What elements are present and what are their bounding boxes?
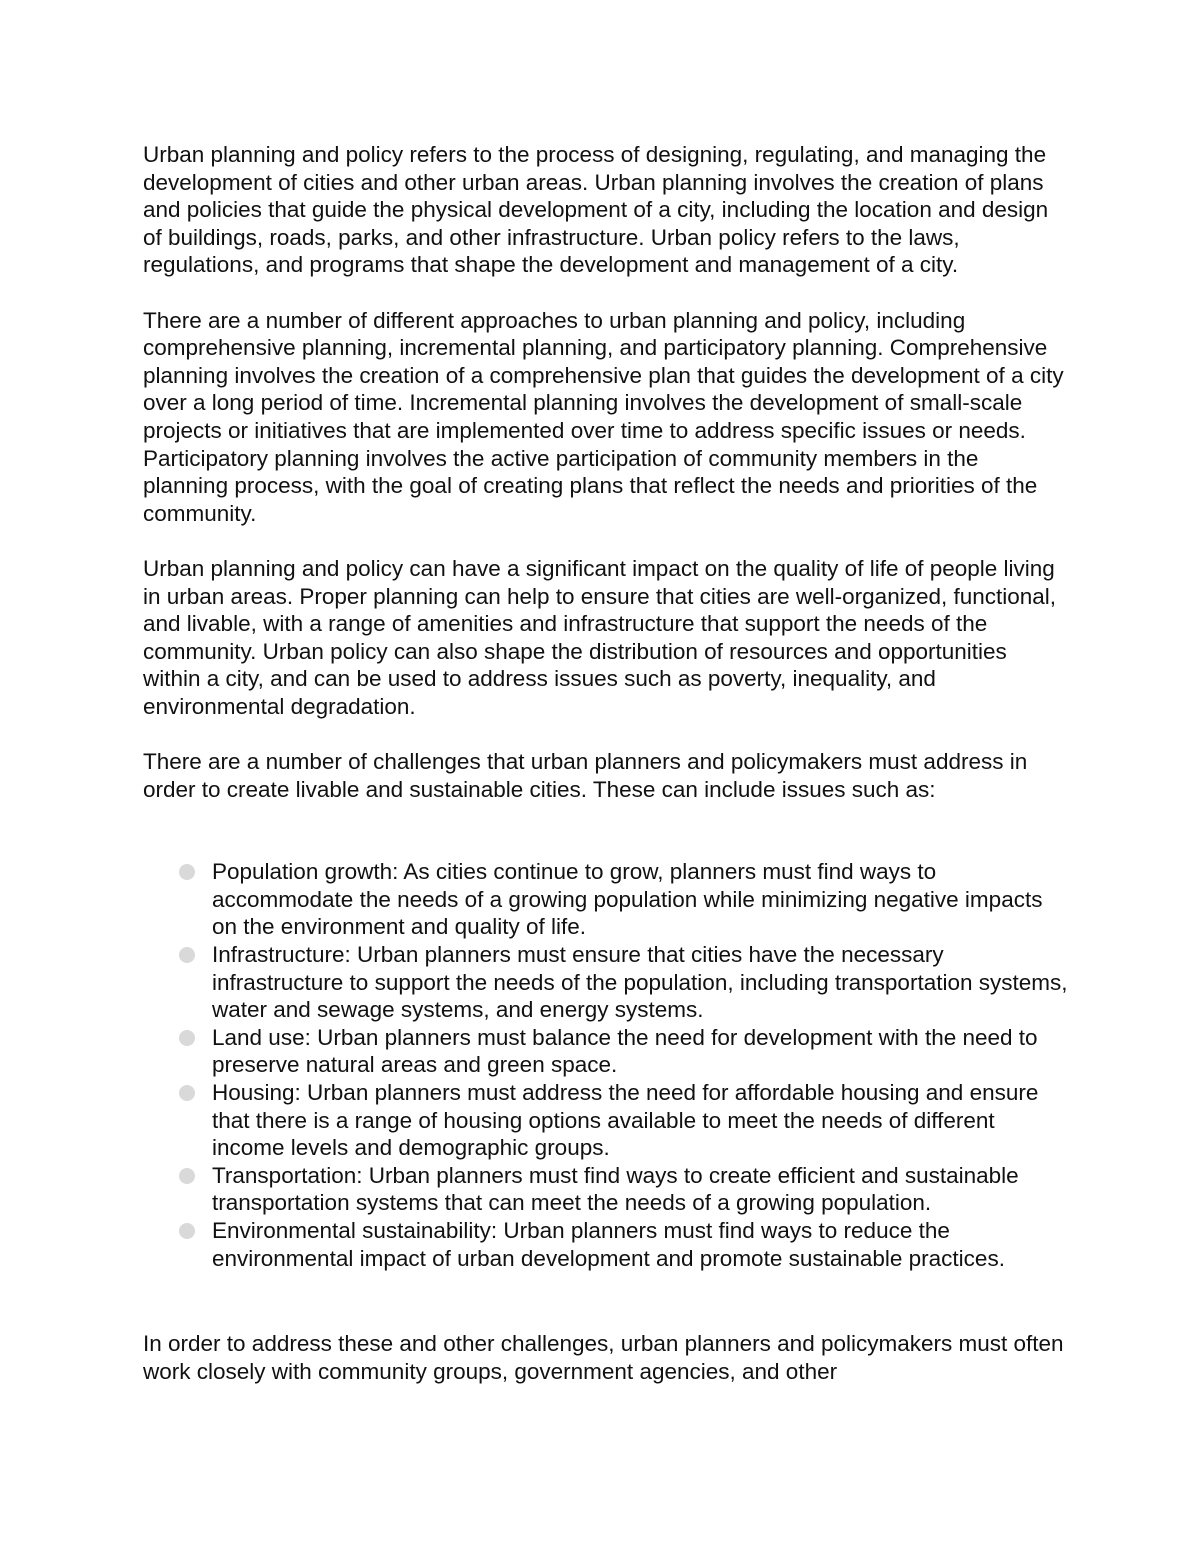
document-page	[143, 141, 1068, 1413]
list-item	[212, 858, 1068, 941]
paragraph-intro: Urban planning and policy refers to the process of designing, regulating, and managing the development of cities and other urban areas. Urban planning involves the creation of plans and policies that guide the physical development of a city, including the location and design of buildings, roads, parks, and other infrastructure. Urban policy refers to the laws, regulations, and programs that shape the development and management of a city.	[143, 142, 1049, 278]
paragraph-challenges: There are a number of challenges that urban planners and policymakers must address in order to create livable and sustainable cities. These can include issues such as:	[143, 749, 1028, 802]
bullet-dot-icon	[179, 1030, 195, 1046]
list-item-text: Environmental sustainability: Urban planners must find ways to reduce the environmental impact of urban development and promote sustainable practices.	[212, 1217, 1005, 1271]
paragraph-impact: Urban planning and policy can have a significant impact on the quality of life of people living in urban areas. Proper planning can help to ensure that cities are well-organized, functional, and livable, with a range of amenities and infrastructure that support the needs of the community. Urban policy can also shape the distribution of resources and opportunities within a city, and can be used to address issues such as poverty, inequality, and environmental degradation.	[143, 555, 1057, 719]
list-item	[212, 1162, 1068, 1217]
challenges-list	[143, 858, 1068, 1272]
bullet-dot-icon	[179, 1085, 195, 1101]
list-item-text: Population growth: As cities continue to grow, planners must find ways to accommodate the needs of a growing population while minimizing negative impacts on the environment and quality of life.	[212, 859, 1043, 940]
bullet-dot-icon	[179, 1168, 195, 1184]
list-item	[212, 1217, 1068, 1272]
bullet-dot-icon	[179, 1223, 195, 1239]
list-item-text: Transportation: Urban planners must find ways to create efficient and sustainable transportation systems that can meet the needs of a growing population.	[212, 1162, 1019, 1216]
paragraph-closing: In order to address these and other challenges, urban planners and policymakers must often work closely with community groups, government agencies, and other	[143, 1331, 1064, 1384]
bullet-dot-icon	[179, 947, 195, 963]
bullet-dot-icon	[179, 864, 195, 880]
list-item-text: Housing: Urban planners must address the need for affordable housing and ensure that there is a range of housing options available to meet the needs of different income levels and demographic groups.	[212, 1080, 1039, 1161]
list-item-text: Land use: Urban planners must balance the need for development with the need to preserve natural areas and green space.	[212, 1024, 1038, 1078]
list-item	[212, 1024, 1068, 1079]
list-item	[212, 1079, 1068, 1162]
paragraph-approaches: There are a number of different approaches to urban planning and policy, including comprehensive planning, incremental planning, and participatory planning. Comprehensive planning involves the creation of a comprehensive plan that guides the development of a city over a long period of time. Incremental planning involves the development of small-scale projects or initiatives that are implemented over time to address specific issues or needs. Participatory planning involves the active participation of community members in the planning process, with the goal of creating plans that reflect the needs and priorities of the community.	[143, 307, 1064, 526]
list-item	[212, 941, 1068, 1024]
list-item-text: Infrastructure: Urban planners must ensure that cities have the necessary infrastructure to support the needs of the population, including transportation systems, water and sewage systems, and energy systems.	[212, 942, 1068, 1023]
